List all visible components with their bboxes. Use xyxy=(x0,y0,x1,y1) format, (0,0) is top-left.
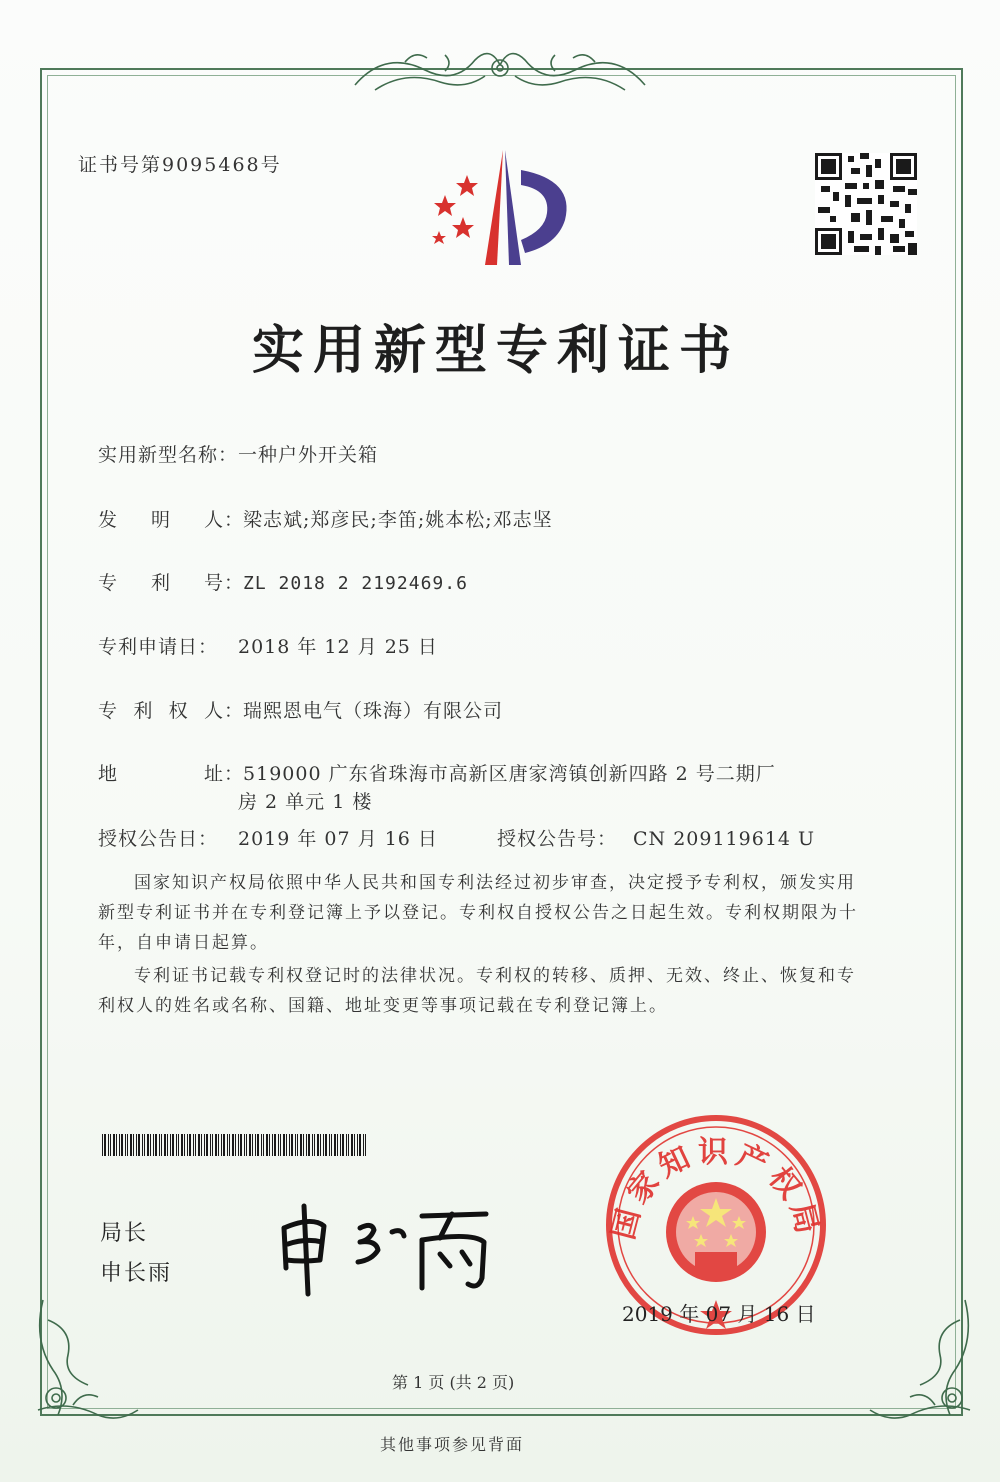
qr-code-icon xyxy=(815,153,917,255)
field-grant-date xyxy=(98,824,438,851)
paragraph-line: 国家知识产权局依照中华人民共和国专利法经过初步审查，决定授予专利权，颁发实用 xyxy=(134,873,856,893)
field-label: 专 利 权 人 xyxy=(98,700,224,722)
field-address-line2 xyxy=(238,787,372,814)
field-label: 授权公告号： xyxy=(497,828,618,850)
handwritten-signature-icon xyxy=(272,1198,502,1298)
field-label: 授权公告日： xyxy=(98,828,219,850)
field-patent-number xyxy=(98,568,468,595)
paragraph-line: 专利证书记载专利权登记时的法律状况。专利权的转移、质押、无效、终止、恢复和专 xyxy=(134,966,856,986)
certificate-number: 证书号第9095468号 xyxy=(78,154,282,176)
field-label: 专利申请日： xyxy=(98,636,219,658)
field-colon: ： xyxy=(224,700,244,722)
seal-text: 国家知识产权局 xyxy=(605,1135,827,1243)
field-address xyxy=(98,759,776,786)
barcode-icon xyxy=(102,1134,368,1156)
field-value: 瑞熙恩电气（珠海）有限公司 xyxy=(243,700,504,722)
signatory-name: 申长雨 xyxy=(100,1261,173,1286)
field-label: 发 明 人 xyxy=(98,509,224,531)
field-colon: ： xyxy=(224,509,244,531)
field-value: 519000 广东省珠海市高新区唐家湾镇创新四路 2 号二期厂 xyxy=(243,763,776,785)
field-value: 2019 年 07 月 16 日 xyxy=(238,828,438,850)
field-colon: ： xyxy=(224,763,244,785)
field-label: 专 利 号 xyxy=(98,572,224,594)
field-label: 实用新型名称： xyxy=(98,444,239,466)
statement-paragraph-1 xyxy=(98,868,898,958)
field-patentee xyxy=(98,696,503,723)
field-value: 一种户外开关箱 xyxy=(238,444,379,466)
field-value: CN 209119614 U xyxy=(633,828,816,850)
field-label: 地 址 xyxy=(98,763,224,785)
bottom-left-ornament-icon xyxy=(28,1290,148,1430)
field-inventors xyxy=(98,505,553,532)
paragraph-line: 新型专利证书并在专利登记簿上予以登记。专利权自授权公告之日起生效。专利权期限为十 xyxy=(98,903,858,923)
field-value: ZL 2018 2 2192469.6 xyxy=(243,573,468,594)
bottom-right-ornament-icon xyxy=(860,1290,980,1430)
seal-date: 2019 年 07 月 16 日 xyxy=(622,1302,816,1326)
statement-paragraph-2 xyxy=(98,961,898,1021)
field-value: 梁志斌;郑彦民;李笛;姚本松;邓志坚 xyxy=(243,509,553,531)
cnipa-logo-icon xyxy=(425,145,585,270)
paragraph-line: 利权人的姓名或名称、国籍、地址变更等事项记载在专利登记簿上。 xyxy=(98,996,668,1016)
paragraph-line: 年，自申请日起算。 xyxy=(98,933,269,953)
top-ornament-icon xyxy=(345,40,655,100)
field-colon: ： xyxy=(224,572,244,594)
signatory-title: 局长 xyxy=(100,1221,149,1246)
certificate-title: 实用新型专利证书 xyxy=(252,320,741,381)
field-value: 2018 年 12 月 25 日 xyxy=(238,636,438,658)
field-filing-date xyxy=(98,632,438,659)
footer-note: 其他事项参见背面 xyxy=(380,1435,525,1454)
field-utility-model-name xyxy=(98,440,378,467)
page-indicator: 第 1 页 (共 2 页) xyxy=(392,1373,515,1392)
field-value: 房 2 单元 1 楼 xyxy=(238,791,373,813)
field-grant-number xyxy=(497,824,815,851)
